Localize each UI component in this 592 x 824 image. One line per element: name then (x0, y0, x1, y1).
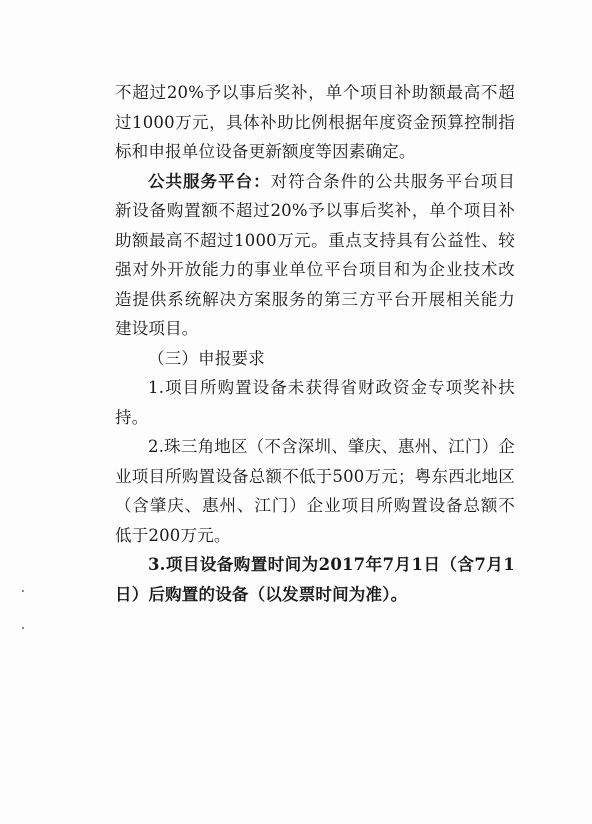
paragraph-subsidy-continued: 不超过20%予以事后奖补，单个项目补助额最高不超过1000万元，具体补助比例根据年度资金预算控制指标和申报单位设备更新额度等因素确定。 (115, 83, 515, 161)
requirement-item-1: 1.项目所购置设备未获得省财政资金专项奖补扶持。 (115, 378, 515, 427)
scan-speck (22, 590, 24, 592)
scan-speck (22, 627, 24, 629)
section-heading-application-requirements: （三）申报要求 (148, 348, 265, 368)
document-body (115, 78, 515, 609)
requirement-item-3: 3.项目设备购置时间为2017年7月1日（含7月1日）后购置的设备（以发票时间为准）。 (115, 555, 515, 604)
paragraph-public-service-platform (115, 167, 515, 344)
public-service-platform-heading: 公共服务平台： (148, 171, 271, 191)
requirement-item-2: 2.珠三角地区（不含深圳、肇庆、惠州、江门）企业项目所购置设备总额不低于500万元；粤东西北地区（含肇庆、惠州、江门）企业项目所购置设备总额不低于200万元。 (115, 437, 515, 545)
public-service-platform-body: 对符合条件的公共服务平台项目新设备购置额不超过20%予以事后奖补，单个项目补助额最高不超过1000万元。重点支持具有公益性、较强对外开放能力的事业单位平台项目和为企业技术改造提供系统解决方案服务的第三方平台开展相关能力建设项目。 (115, 171, 515, 338)
